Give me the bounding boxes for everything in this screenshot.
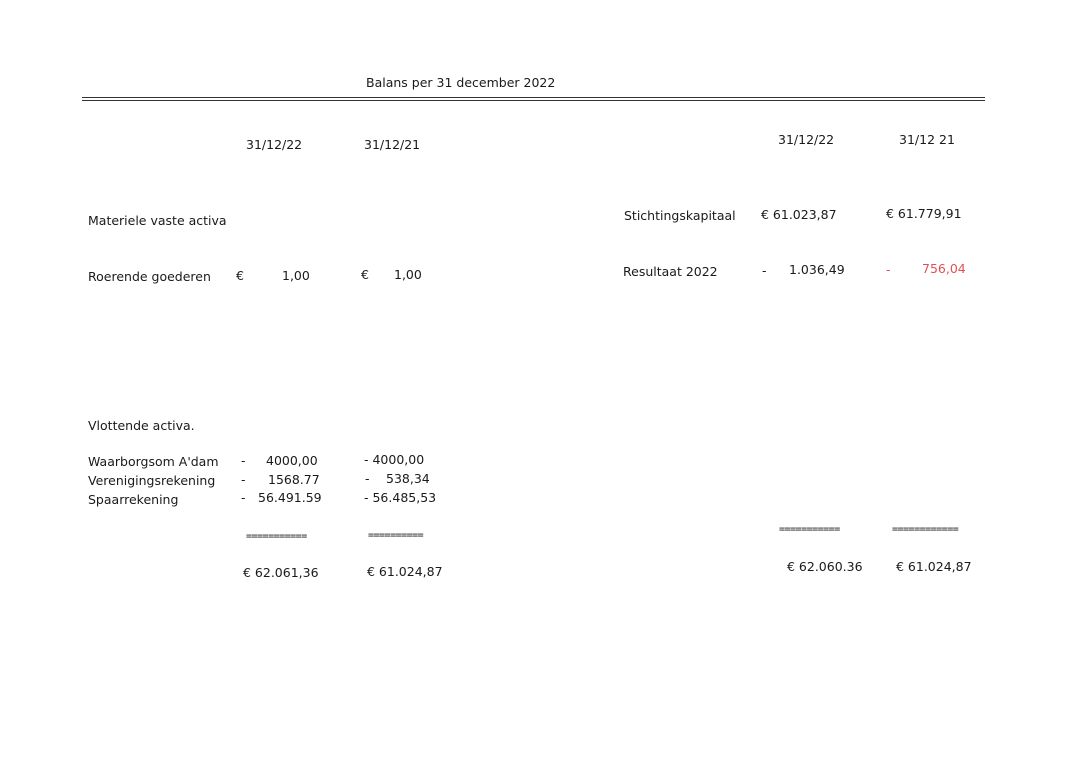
- item-dash-2022: -: [241, 490, 246, 505]
- roerende-goederen-2022: 1,00: [282, 268, 310, 283]
- roerende-goederen-2021: 1,00: [394, 267, 422, 282]
- right-separator-2022: ===========: [779, 524, 840, 535]
- item-value-2021: 538,34: [386, 471, 430, 486]
- item-value-2021: - 4000,00: [364, 452, 425, 467]
- page-title: Balans per 31 december 2022: [366, 75, 556, 90]
- left-header-2021: 31/12/21: [364, 137, 421, 152]
- left-total-2022: € 62.061,36: [243, 565, 319, 580]
- item-value-2022: 56.491.59: [258, 490, 322, 505]
- resultaat-2022: 1.036,49: [789, 262, 845, 277]
- right-total-2022: € 62.060.36: [787, 559, 863, 574]
- item-dash-2021: -: [365, 471, 370, 486]
- left-separator-2022: ===========: [246, 531, 307, 542]
- roerende-goederen-currency-2022: €: [236, 268, 244, 283]
- item-dash-2022: -: [241, 472, 246, 487]
- title-rule-bottom: [82, 100, 985, 101]
- left-header-2022: 31/12/22: [246, 137, 303, 152]
- item-label-spaarrekening: Spaarrekening: [88, 492, 179, 507]
- right-header-2021: 31/12 21: [899, 132, 955, 147]
- stichtingskapitaal-2022: € 61.023,87: [761, 207, 837, 222]
- title-rule-top: [82, 97, 985, 98]
- item-value-2022: 4000,00: [266, 453, 318, 468]
- resultaat-dash-2022: -: [762, 263, 767, 278]
- item-label-waarborgsom: Waarborgsom A'dam: [88, 454, 219, 469]
- section-vlottende-activa: Vlottende activa.: [88, 418, 195, 433]
- right-header-2022: 31/12/22: [778, 132, 835, 147]
- stichtingskapitaal-2021: € 61.779,91: [886, 206, 962, 221]
- roerende-goederen-currency-2021: €: [361, 267, 369, 282]
- resultaat-dash-2021: -: [886, 262, 891, 277]
- item-value-2021: - 56.485,53: [364, 490, 437, 505]
- left-separator-2021: ==========: [368, 530, 424, 541]
- right-total-2021: € 61.024,87: [896, 559, 972, 574]
- item-value-2022: 1568.77: [268, 472, 320, 487]
- resultaat-label: Resultaat 2022: [623, 264, 718, 279]
- resultaat-2021: 756,04: [922, 261, 966, 276]
- item-label-verenigingsrekening: Verenigingsrekening: [88, 473, 216, 488]
- stichtingskapitaal-label: Stichtingskapitaal: [624, 208, 736, 223]
- right-separator-2021: ============: [892, 524, 959, 535]
- roerende-goederen-label: Roerende goederen: [88, 269, 211, 284]
- left-total-2021: € 61.024,87: [367, 564, 443, 579]
- item-dash-2022: -: [241, 453, 246, 468]
- section-materiele-vaste-activa: Materiele vaste activa: [88, 213, 227, 228]
